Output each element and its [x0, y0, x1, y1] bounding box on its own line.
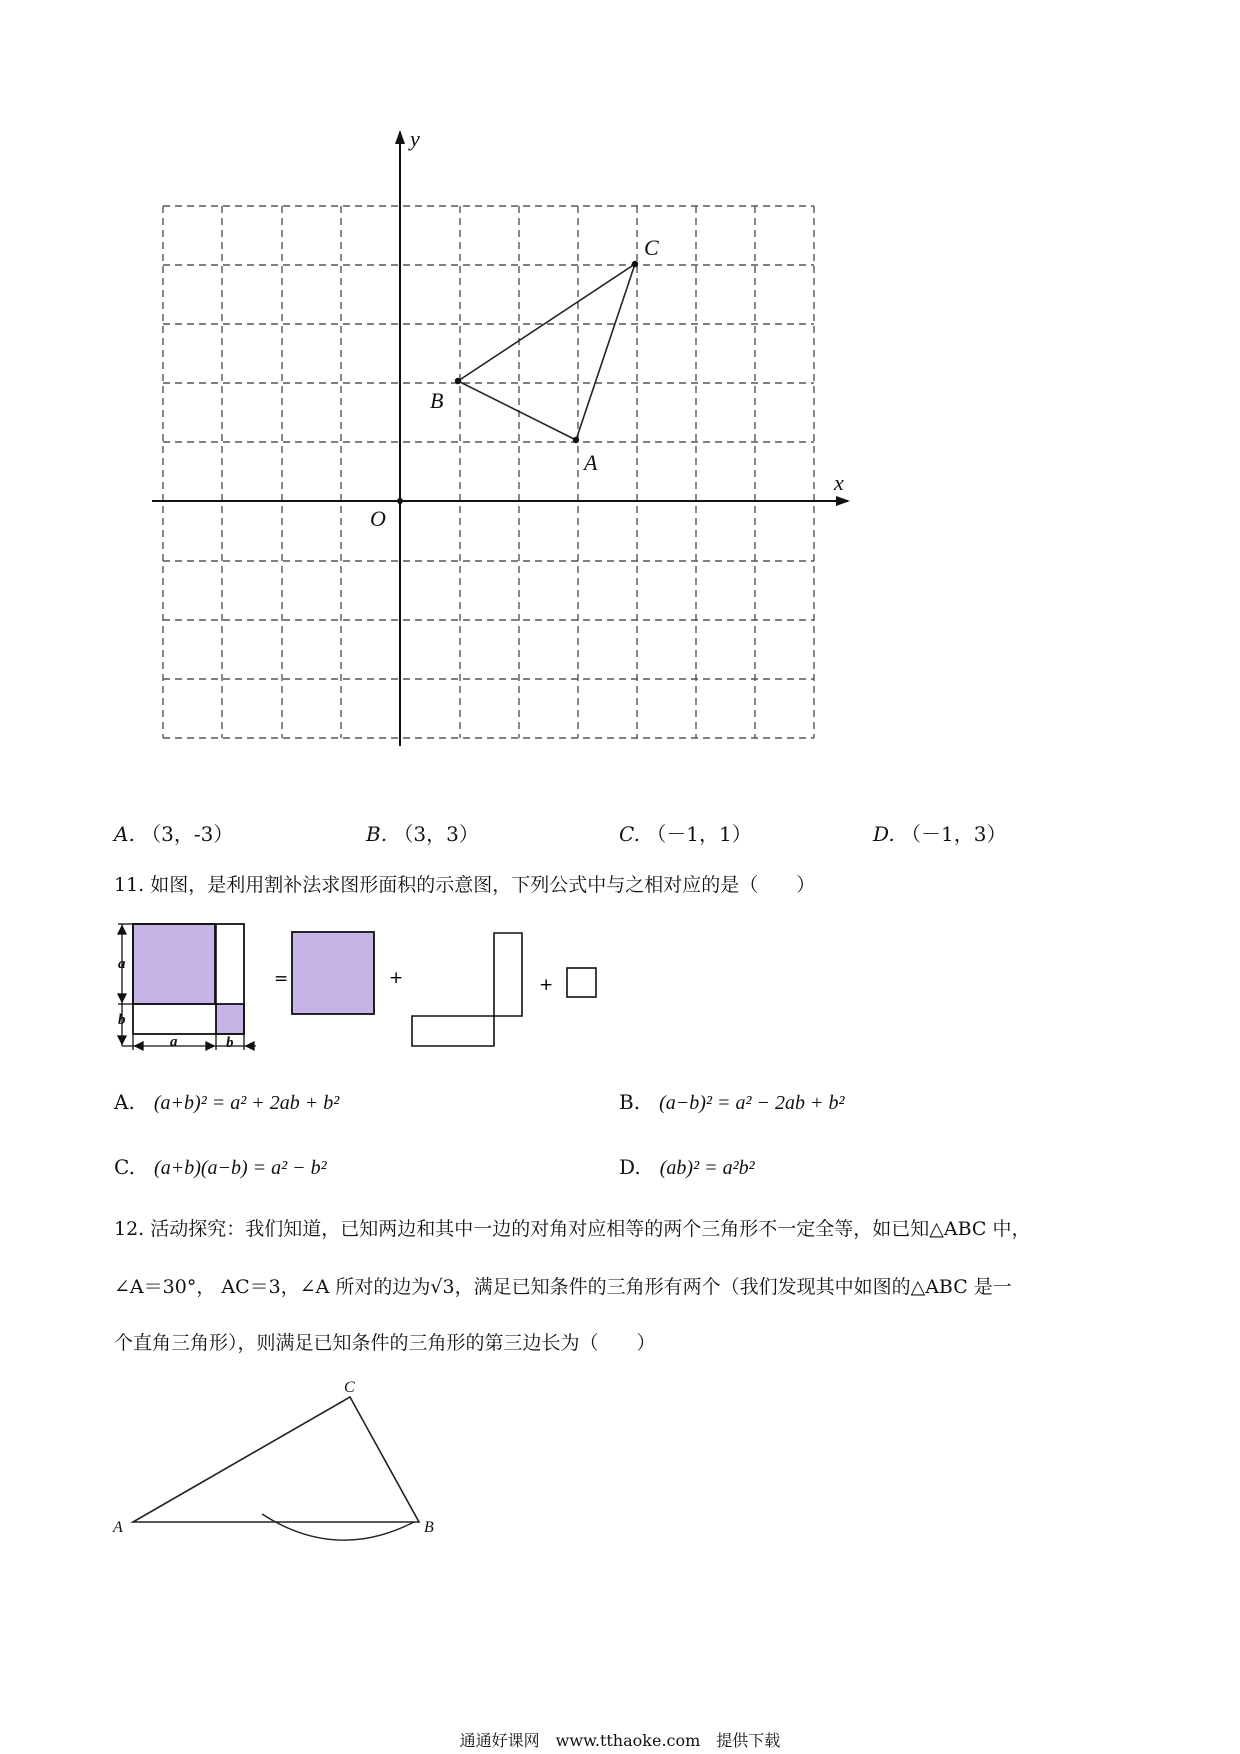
- q10-option-d[interactable]: [873, 818, 1007, 847]
- plus-sign-2: +: [539, 975, 554, 995]
- q11-option-c-formula: (a+b)(a−b) = a² − b²: [154, 1157, 327, 1179]
- label-b-vertical: b: [118, 1012, 126, 1028]
- q10-option-d-letter: D.: [873, 822, 895, 846]
- q12-label-c: C: [344, 1379, 355, 1396]
- arc-b-b-prime: [262, 1514, 414, 1540]
- q11-option-b-letter: B.: [619, 1090, 641, 1114]
- point-c-label: C: [644, 235, 659, 260]
- q11-option-a-formula: (a+b)² = a² + 2ab + b²: [153, 1092, 340, 1114]
- q10-option-c-letter: C.: [619, 822, 640, 846]
- q12-label-b: B: [424, 1519, 434, 1536]
- big-square-a: [133, 924, 215, 1004]
- q12-line-1: 12. 活动探究：我们知道，已知两边和其中一边的对角对应相等的两个三角形不一定全等，如已知△ABC 中，: [114, 1218, 1031, 1240]
- dashed-grid: [163, 206, 814, 738]
- y-axis-label: y: [410, 126, 420, 151]
- x-axis-label: x: [834, 470, 844, 495]
- q10-option-c-value: （－1，1）: [646, 822, 752, 846]
- q10-option-a-value: （3，-3）: [141, 822, 234, 846]
- q10-option-b-value: （3，3）: [393, 822, 479, 846]
- label-a-horizontal: a: [170, 1034, 178, 1050]
- q11-option-b[interactable]: [619, 1090, 844, 1115]
- q12-line-2: ∠A＝30°， AC＝3，∠A 所对的边为√3，满足已知条件的三角形有两个（我们发现其中如图的△ABC 是一: [114, 1276, 1012, 1298]
- q11-option-c-letter: C.: [114, 1155, 135, 1179]
- q11-option-d[interactable]: [619, 1155, 755, 1180]
- q10-option-d-value: （－1，3）: [901, 822, 1007, 846]
- point-a-label: A: [584, 450, 598, 475]
- square-a-squared: [292, 932, 374, 1014]
- y-axis-arrow: [395, 130, 405, 144]
- page-footer: 通通好课网 www.tthaoke.com 提供下载: [459, 1731, 781, 1750]
- origin-dot: [397, 498, 403, 504]
- square-b-squared: [567, 968, 596, 997]
- triangle-abc: [458, 264, 635, 440]
- label-a-vertical: a: [118, 956, 126, 972]
- area-decomposition-figure: [0, 910, 1240, 1110]
- q11-option-a-letter: A.: [114, 1090, 135, 1114]
- q10-option-a-letter: A.: [114, 822, 135, 846]
- q10-option-a[interactable]: [114, 818, 233, 847]
- small-square-b: [216, 1004, 244, 1034]
- origin-label: O: [370, 506, 386, 531]
- q11-option-d-formula: (ab)² = a²b²: [659, 1157, 755, 1179]
- q11-stem: 11. 如图，是利用割补法求图形面积的示意图，下列公式中与之相对应的是（ ）: [114, 874, 816, 896]
- label-b-horizontal: b: [226, 1035, 234, 1051]
- q11-option-a[interactable]: [114, 1090, 339, 1115]
- q10-option-b-letter: B.: [366, 822, 388, 846]
- q12-line-3: 个直角三角形），则满足已知条件的三角形的第三边长为（ ）: [114, 1332, 656, 1354]
- x-axis-arrow: [836, 496, 850, 506]
- q12-label-a: A: [113, 1519, 123, 1536]
- triangle-abc-q12: [133, 1397, 419, 1522]
- q10-option-b[interactable]: [366, 818, 479, 847]
- l-shape-2ab: [412, 933, 522, 1046]
- q11-option-c[interactable]: [114, 1155, 327, 1180]
- plus-sign-1: +: [389, 968, 404, 988]
- point-b-label: B: [430, 388, 444, 413]
- q10-option-c[interactable]: [619, 818, 752, 847]
- point-a-dot: [573, 437, 579, 443]
- coordinate-grid-figure: [0, 0, 1240, 780]
- equals-sign: =: [274, 969, 289, 989]
- q11-option-d-letter: D.: [619, 1155, 641, 1179]
- point-c-dot: [632, 261, 638, 267]
- triangle-abc-figure: [0, 1370, 1240, 1570]
- point-b-dot: [455, 378, 461, 384]
- q11-option-b-formula: (a−b)² = a² − 2ab + b²: [659, 1092, 845, 1114]
